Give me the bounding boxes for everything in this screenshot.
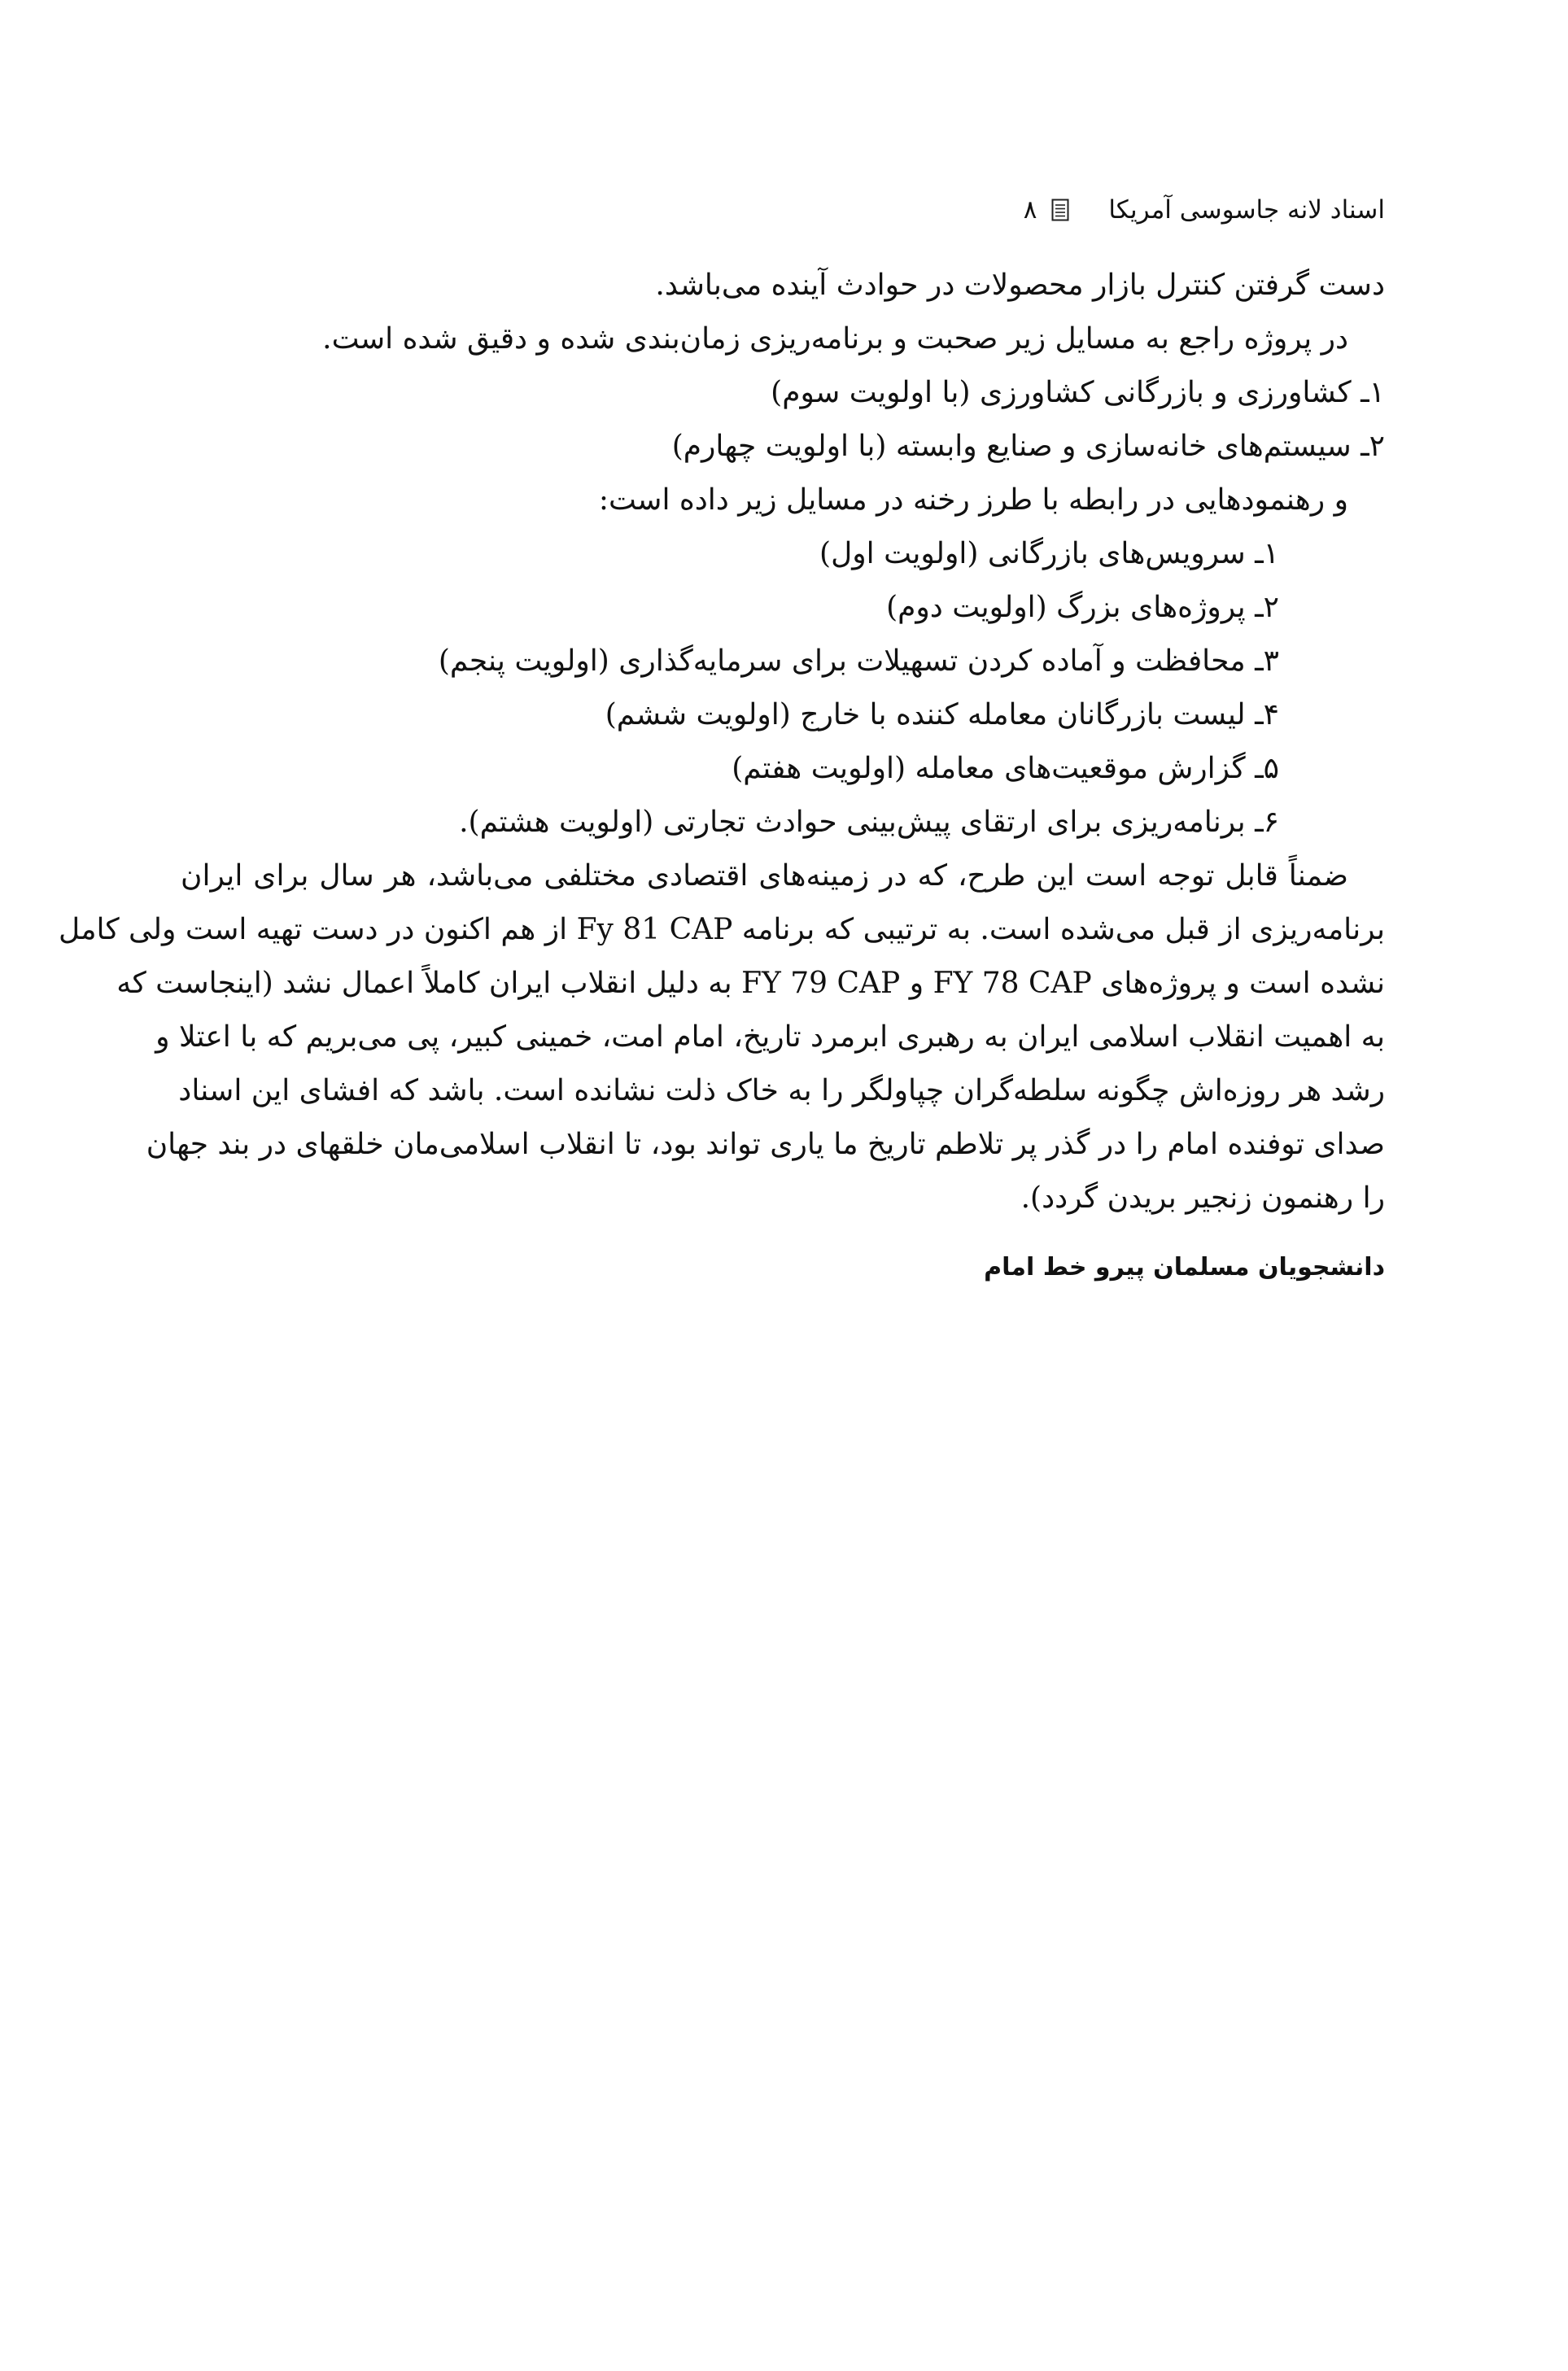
paragraph-line: به اهمیت انقلاب اسلامی ایران به رهبری ابرمرد تاریخ، امام امت، خمینی کبیر، پی می‌بریم که با اعتلا و: [155, 1020, 1385, 1054]
signature: دانشجویان مسلمان پیرو خط امام: [984, 1253, 1385, 1282]
text-line: دست گرفتن کنترل بازار محصولات در حوادث آینده می‌باشد.: [655, 269, 1385, 302]
paragraph-line: ضمناً قابل توجه است این طرح، که در زمینه‌های اقتصادی مختلفی می‌باشد، هر سال برای ایران: [181, 859, 1348, 893]
list-item: ۴ـ لیست بازرگانان معامله کننده با خارج (اولویت ششم): [605, 698, 1279, 731]
paragraph-line: نشده است و پروژه‌های FY 78 CAP و FY 79 CAP به دلیل انقلاب ایران کاملاً اعمال نشد (اینجاست که: [116, 967, 1385, 1000]
paragraph-line: را رهنمون زنجیر بریدن گردد).: [1020, 1181, 1385, 1215]
body-text: [58, 259, 1385, 1225]
paragraph-line: صدای توفنده امام را در گذر پر تلاطم تاریخ ما یاری تواند بود، تا انقلاب اسلامی‌مان خلقهای در بند جهان: [146, 1128, 1385, 1161]
list-item: ۱ـ کشاورزی و بازرگانی کشاورزی (با اولویت سوم): [771, 376, 1385, 409]
paragraph-line: برنامه‌ریزی از قبل می‌شده است. به ترتیبی که برنامه Fy 81 CAP از هم اکنون در دست تهیه است ولی کامل: [58, 913, 1385, 946]
book-title: اسناد لانه جاسوسی آمریکا: [1108, 195, 1385, 225]
page-number: ۸: [1023, 195, 1037, 225]
text-line: در پروژه راجع به مسایل زیر صحبت و برنامه‌ریزی زمان‌بندی شده و دقیق شده است.: [322, 322, 1348, 356]
list-item: ۶ـ برنامه‌ریزی برای ارتقای پیش‌بینی حوادث تجارتی (اولویت هشتم).: [459, 806, 1279, 839]
list-item: ۵ـ گزارش موقعیت‌های معامله (اولویت هفتم): [732, 752, 1279, 785]
list-item: ۱ـ سرویس‌های بازرگانی (اولویت اول): [819, 537, 1279, 570]
document-icon: [1051, 199, 1069, 221]
paragraph-line: رشد هر روزه‌اش چگونه سلطه‌گران چپاولگر را به خاک ذلت نشانده است. باشد که افشای این اسناد: [178, 1074, 1385, 1107]
list-item: ۲ـ پروژه‌های بزرگ (اولویت دوم): [886, 591, 1279, 624]
running-header: [181, 186, 1385, 234]
list-item: ۲ـ سیستم‌های خانه‌سازی و صنایع وابسته (با اولویت چهارم): [671, 430, 1385, 463]
text-line: و رهنمودهایی در رابطه با طرز رخنه در مسایل زیر داده است:: [598, 483, 1348, 517]
list-item: ۳ـ محافظت و آماده کردن تسهیلات برای سرمایه‌گذاری (اولویت پنجم): [438, 644, 1279, 678]
